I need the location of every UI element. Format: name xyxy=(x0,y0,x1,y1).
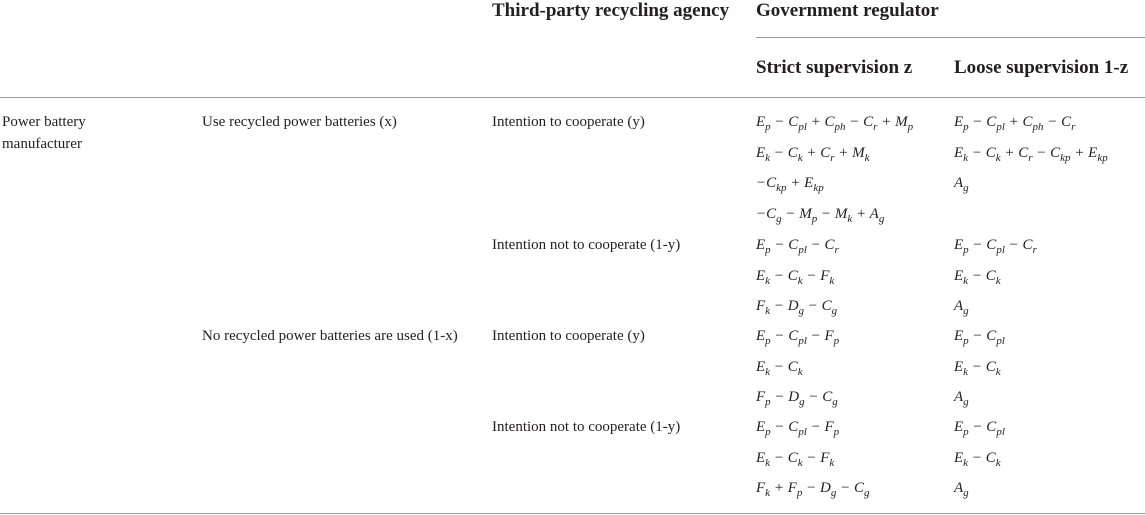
header-strict-supervision: Strict supervision z xyxy=(756,57,913,78)
payoff-loose-b2-l3: $A_g$ xyxy=(954,298,969,317)
agency-not-coop-2: Intention not to cooperate (1-y) xyxy=(492,419,681,435)
strategy-use: Use recycled power batteries (x) xyxy=(202,114,397,130)
payoff-strict-b2-l3: $F_k - D_g - C_g$ xyxy=(756,298,838,317)
agency-coop-2: Intention to cooperate (y) xyxy=(492,328,645,344)
payoff-strict-b1-l3: $-C_{kp} + E_{kp}$ xyxy=(756,175,824,194)
player-manufacturer: Power battery manufacturer xyxy=(2,114,86,152)
payoff-loose-b1-l3: $A_g$ xyxy=(954,175,969,194)
payoff-loose-b3-l3: $A_g$ xyxy=(954,389,969,408)
payoff-strict-b2-l1: $E_p - C_{pl} - C_r$ xyxy=(756,237,839,256)
agency-coop-1: Intention to cooperate (y) xyxy=(492,114,645,130)
payoff-loose-b1-l2: $E_k - C_k + C_r - C_{kp} + E_{kp}$ xyxy=(954,144,1108,164)
header-loose-supervision: Loose supervision 1-z xyxy=(954,57,1129,78)
bottom-rule xyxy=(0,513,1145,514)
payoff-strict-b4-l2: $E_k - C_k - F_k$ xyxy=(756,449,835,469)
payoff-strict-b4-l1: $E_p - C_{pl} - F_p$ xyxy=(756,419,840,438)
payoff-loose-b2-l2: $E_k - C_k$ xyxy=(954,267,1001,287)
payoff-strict-b3-l2: $E_k - C_k$ xyxy=(756,358,803,378)
payoff-loose-b4-l3: $A_g$ xyxy=(954,480,969,499)
payoff-loose-b1-l1: $E_p - C_{pl} + C_{ph} - C_r$ xyxy=(954,114,1076,133)
payoff-loose-b2-l1: $E_p - C_{pl} - C_r$ xyxy=(954,237,1037,256)
strategy-not-use: No recycled power batteries are used (1-x) xyxy=(202,328,458,344)
payoff-loose-b3-l1: $E_p - C_{pl}$ xyxy=(954,328,1005,347)
payoff-loose-b4-l2: $E_k - C_k$ xyxy=(954,449,1001,469)
header-government-regulator: Government regulator xyxy=(756,0,939,21)
payoff-strict-b1-l2: $E_k - C_k + C_r + M_k$ xyxy=(756,144,870,164)
agency-not-coop-1: Intention not to cooperate (1-y) xyxy=(492,237,681,253)
payoff-strict-b4-l3: $F_k + F_p - D_g - C_g$ xyxy=(756,480,870,499)
header-agency: Third-party recycling agency xyxy=(492,0,730,21)
payoff-loose-b4-l1: $E_p - C_{pl}$ xyxy=(954,419,1005,438)
header-rule xyxy=(0,97,1145,98)
payoff-strict-b2-l2: $E_k - C_k - F_k$ xyxy=(756,267,835,287)
payoff-strict-b1-l1: $E_p - C_{pl} + C_{ph} - C_r + M_p$ xyxy=(756,114,914,133)
payoff-strict-b3-l1: $E_p - C_{pl} - F_p$ xyxy=(756,328,840,347)
payoff-strict-b1-l4: $-C_g - M_p - M_k + A_g$ xyxy=(756,205,885,225)
payoff-strict-b3-l3: $F_p - D_g - C_g$ xyxy=(756,389,838,408)
header-subrule xyxy=(756,37,1145,38)
payoff-loose-b3-l2: $E_k - C_k$ xyxy=(954,358,1001,378)
